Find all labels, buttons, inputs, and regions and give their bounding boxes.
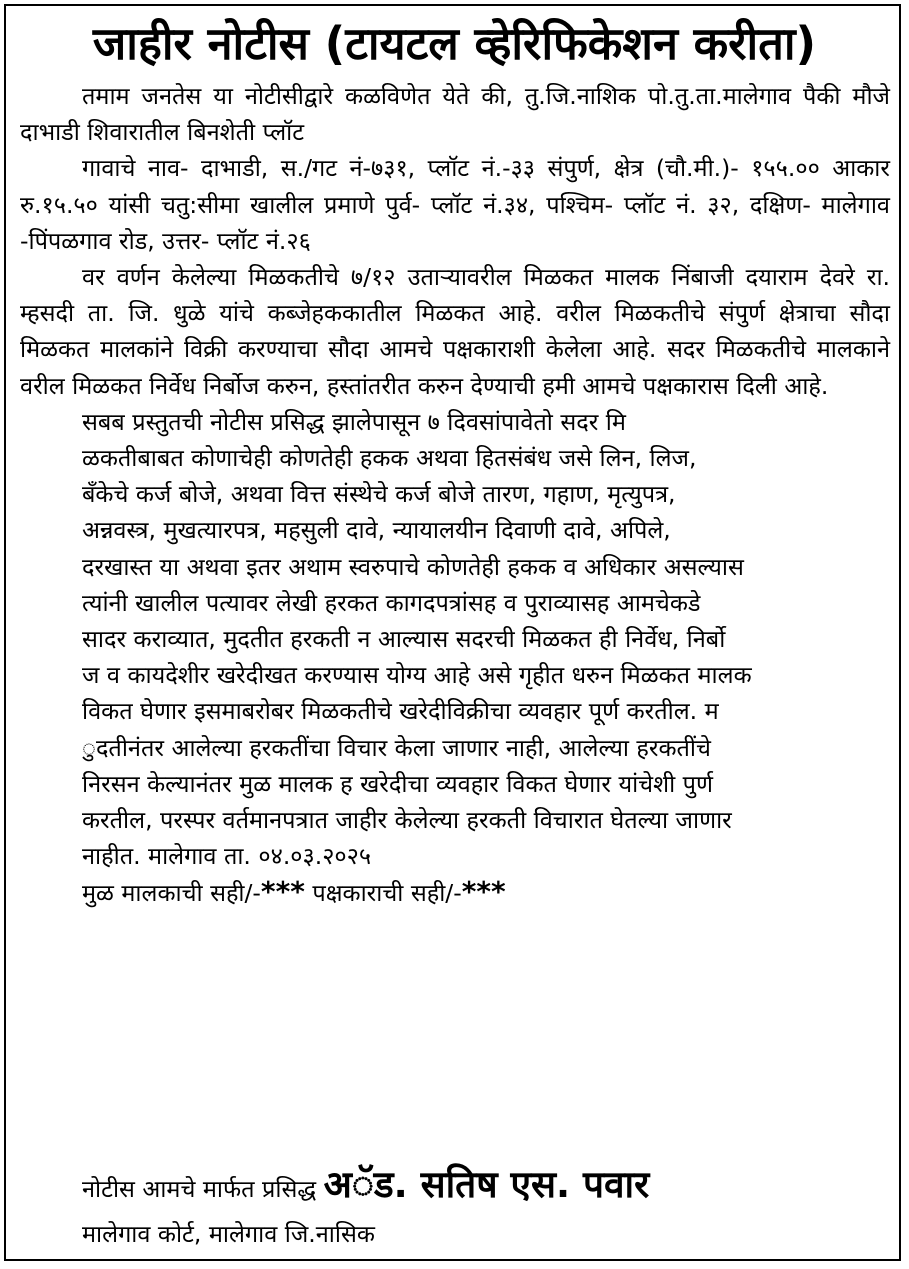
- notice-body: [20, 78, 890, 912]
- ownership-paragraph: वर वर्णन केलेल्या मिळकतीचे ७/१२ उताऱ्यावरील मिळकत मालक निंबाजी दयाराम देवरे रा. म्हसदी ता. जि. धुळे यांचे कब्जेहककातील मिळकत आहे. वरील मिळकतीचे संपुर्ण क्षेत्राचा सौदा मिळकत मालकांने विक्री करण्याचा सौदा आमचे पक्षकाराशी केलेला आहे. सदर मिळकतीचे मालकाने वरील मिळकत निर्वेध निर्बोज करुन, हस्तांतरीत करुन देण्याची हमी आमचे पक्षकारास दिली आहे.: [20, 263, 890, 400]
- notice-title: जाहीर नोटीस (टायटल व्हेरिफिकेशन करीता): [92, 17, 817, 70]
- publisher-block: [82, 1158, 882, 1252]
- objection-line: दरखास्त या अथवा इतर अथाम स्वरुपाचे कोणतेही हकक व अधिकार असल्यास: [82, 552, 744, 581]
- objection-line: विकत घेणार इसमाबरोबर मिळकतीचे खरेदीविक्रीचा व्यवहार पूर्ण करतील. म: [82, 697, 719, 726]
- objection-line: करतील, परस्पर वर्तमानपत्रात जाहीर केलेल्या हरकती विचारात घेतल्या जाणार: [82, 806, 732, 835]
- objection-line: त्यांनी खालील पत्यावर लेखी हरकत कागदपत्रांसह व पुराव्यासह आमचेकडे: [82, 588, 701, 617]
- objection-line: ुदतीनंतर आलेल्या हरकतींचा विचार केला जाणार नाही, आलेल्या हरकतींचे: [82, 733, 711, 762]
- owner-signature-mark: ***: [260, 875, 305, 909]
- objection-line: सादर कराव्यात, मुदतीत हरकती न आल्यास सदरची मिळकत ही निर्वेध, निर्बो: [82, 625, 726, 654]
- objection-line: ळकतीबाबत कोणाचेही कोणतेही हकक अथवा हितसंबंध जसे लिन, लिज,: [82, 444, 697, 473]
- objection-line: ज व कायदेशीर खरेदीखत करण्यास योग्य आहे असे गृहीत धरुन मिळकत मालक: [82, 661, 752, 690]
- party-signature-mark: ***: [461, 875, 506, 909]
- objection-line: निरसन केल्यानंतर मुळ मालक ह खरेदीचा व्यवहार विकत घेणार यांचेशी पुर्ण: [82, 769, 713, 798]
- notice-date-line: नाहीत. मालेगाव ता. ०४.०३.२०२५: [82, 842, 372, 871]
- objection-paragraph: [20, 404, 890, 875]
- objection-line: बँकेचे कर्ज बोजे, अथवा वित्त संस्थेचे कर्ज बोजे तारण, गहाण, मृत्युपत्र,: [82, 480, 676, 509]
- advocate-name: अॅड. सतिष एस. पवार: [323, 1163, 650, 1206]
- publisher-address: मालेगाव कोर्ट, मालेगाव जि.नासिक: [82, 1220, 375, 1248]
- party-signature-label: पक्षकाराची सही/-: [312, 879, 462, 908]
- publisher-line: [82, 1158, 882, 1216]
- objection-line: अन्नवस्त्र, मुखत्यारपत्र, महसुली दावे, न्यायालयीन दिवाणी दावे, अपिले,: [82, 516, 671, 545]
- property-details-paragraph: गावाचे नाव- दाभाडी, स./गट नं-७३१, प्लॉट नं.-३३ संपुर्ण, क्षेत्र (चौ.मी.)- १५५.०० आकार रु.१५.५० यांसी चतु:सीमा खालील प्रमाणे पुर्व- प्लॉट नं.३४, पश्चिम- प्लॉट नं. ३२, दक्षिण- मालेगाव -पिंपळगाव रोड, उत्तर- प्लॉट नं.२६: [20, 154, 890, 255]
- owner-signature-label: मुळ मालकाची सही/-: [82, 879, 261, 908]
- intro-paragraph: तमाम जनतेस या नोटीसीद्वारे कळविणेत येते की, तु.जि.नाशिक पो.तु.ता.मालेगाव पैकी मौजे दाभाडी शिवारातील बिनशेती प्लॉट: [20, 82, 890, 147]
- published-by-text: नोटीस आमचे मार्फत प्रसिद्ध: [82, 1175, 317, 1203]
- objection-line: सबब प्रस्तुतची नोटीस प्रसिद्ध झालेपासून ७ दिवसांपावेतो सदर मि: [82, 407, 626, 436]
- signature-line: [20, 874, 890, 911]
